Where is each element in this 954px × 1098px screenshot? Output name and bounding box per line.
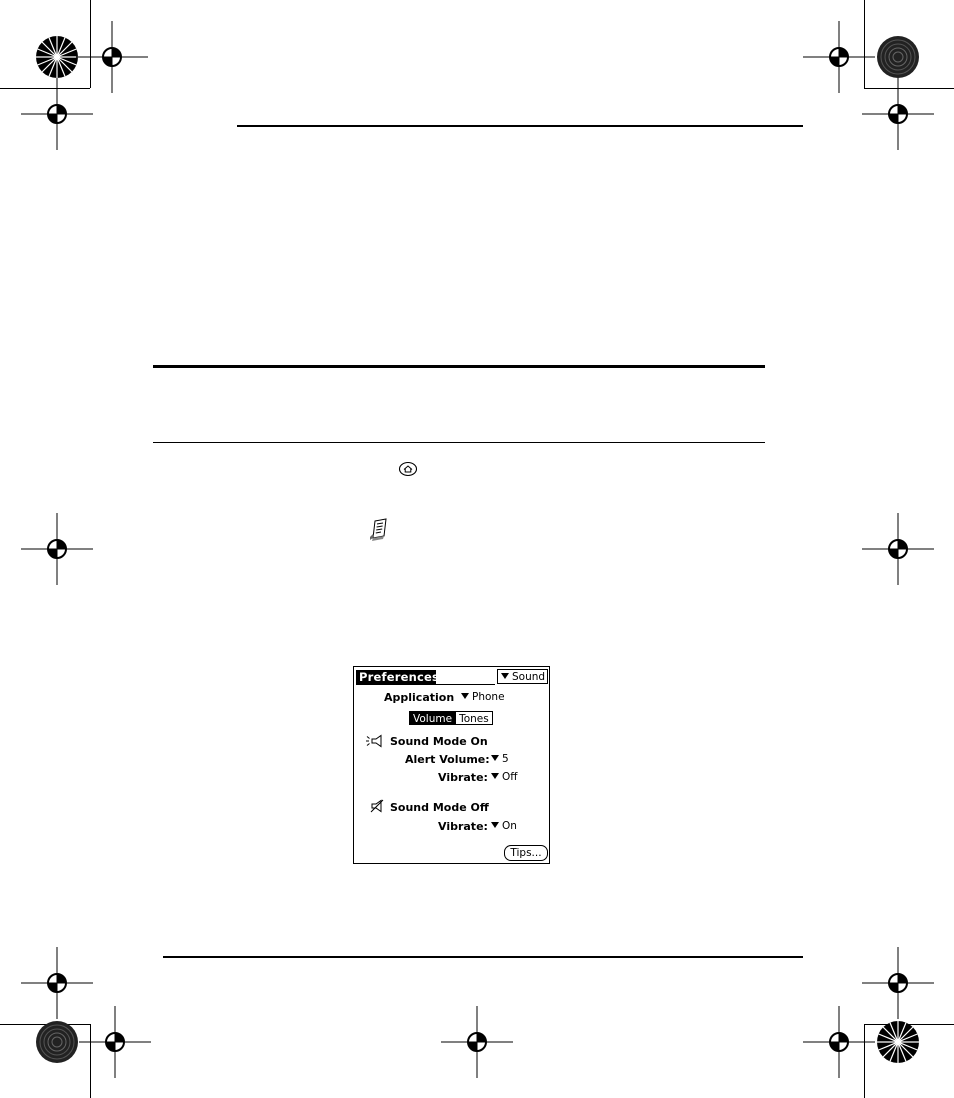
speaker-on-icon: [365, 734, 387, 748]
dropdown-triangle-icon: [491, 822, 499, 828]
vibrate-off-value: On: [502, 820, 517, 832]
dropdown-triangle-icon: [501, 673, 509, 679]
application-picker[interactable]: [461, 692, 505, 703]
dropdown-triangle-icon: [461, 693, 469, 699]
footer-rule: [163, 956, 803, 958]
preferences-app-icon: [369, 518, 389, 542]
section-rule-top: [153, 365, 765, 368]
alert-volume-value: 5: [502, 753, 509, 765]
dropdown-triangle-icon: [491, 755, 499, 761]
tips-button[interactable]: Tips...: [504, 845, 548, 861]
title-underline: [356, 684, 495, 685]
form-title: Preferences: [356, 670, 436, 685]
tab-volume[interactable]: Volume: [410, 712, 455, 724]
application-label: Application: [384, 691, 455, 704]
sound-off-label: Sound Mode Off: [390, 801, 489, 814]
home-icon: [398, 461, 418, 477]
speaker-muted-icon: [369, 799, 389, 813]
volume-tones-selector: [409, 711, 493, 725]
section-rule-bottom: [153, 442, 765, 443]
tab-tones[interactable]: Tones: [455, 712, 492, 724]
dropdown-triangle-icon: [491, 773, 499, 779]
preferences-screen: [353, 666, 550, 864]
alert-volume-label: Alert Volume:: [405, 753, 490, 766]
vibrate-on-label: Vibrate:: [438, 771, 488, 784]
application-value: Phone: [472, 691, 505, 703]
header-rule: [237, 125, 803, 127]
category-value: Sound: [512, 671, 546, 683]
category-dropdown[interactable]: [497, 669, 548, 684]
vibrate-off-label: Vibrate:: [438, 820, 488, 833]
vibrate-off-picker[interactable]: [491, 821, 517, 832]
vibrate-on-value: Off: [502, 771, 518, 783]
vibrate-on-picker[interactable]: [491, 772, 518, 783]
alert-volume-picker[interactable]: [491, 754, 509, 765]
sound-on-label: Sound Mode On: [390, 735, 488, 748]
